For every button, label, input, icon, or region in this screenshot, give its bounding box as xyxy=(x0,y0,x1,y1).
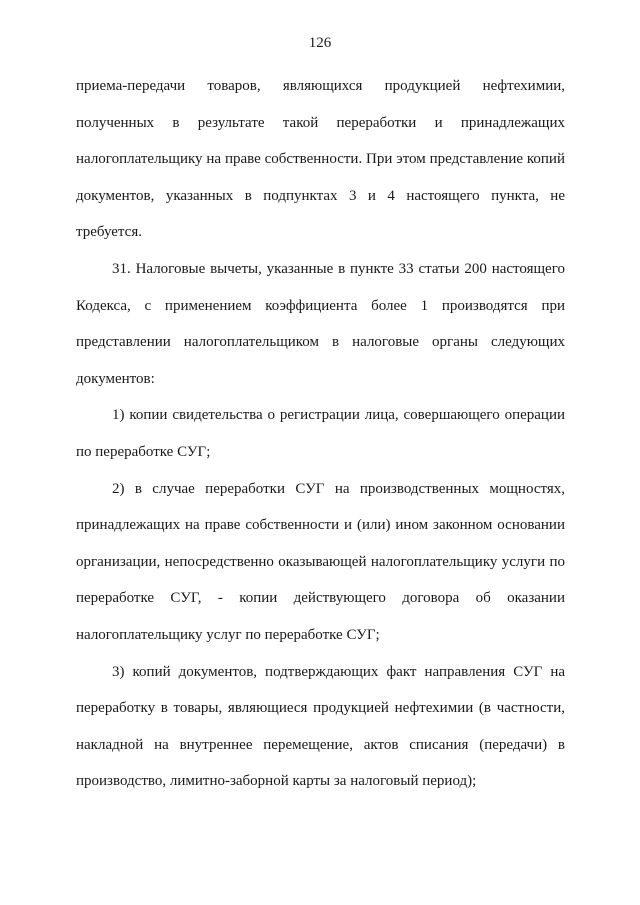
paragraph-subitem-2: 2) в случае переработки СУГ на производственных мощностях, принадлежащих на праве собственности и (или) ином законном основании организации, непосредственно оказывающей налогоплательщику услуги по переработке СУГ, - копии действующего договора об оказании налогоплательщику услуг по переработке СУГ; xyxy=(76,480,565,643)
paragraph-item-31: 31. Налоговые вычеты, указанные в пункте 33 статьи 200 настоящего Кодекса, с применением коэффициента более 1 производятся при представлении налогоплательщиком в налоговые органы следующих документов: xyxy=(76,260,565,387)
paragraph-subitem-1: 1) копии свидетельства о регистрации лица, совершающего операции по переработке СУГ; xyxy=(76,407,565,460)
paragraph-subitem-3: 3) копий документов, подтверждающих факт направления СУГ на переработку в товары, являющиеся продукцией нефтехимии (в частности, накладной на внутреннее перемещение, актов списания (передачи) в производство, лимитно-заборной карты за налоговый период); xyxy=(76,663,565,790)
document-body xyxy=(76,68,565,800)
paragraph-continuation: приема-передачи товаров, являющихся продукцией нефтехимии, полученных в результате такой переработки и принадлежащих налогоплательщику на праве собственности. При этом представление копий документов, указанных в подпунктах 3 и 4 настоящего пункта, не требуется. xyxy=(76,78,565,241)
page-number: 126 xyxy=(308,35,332,51)
